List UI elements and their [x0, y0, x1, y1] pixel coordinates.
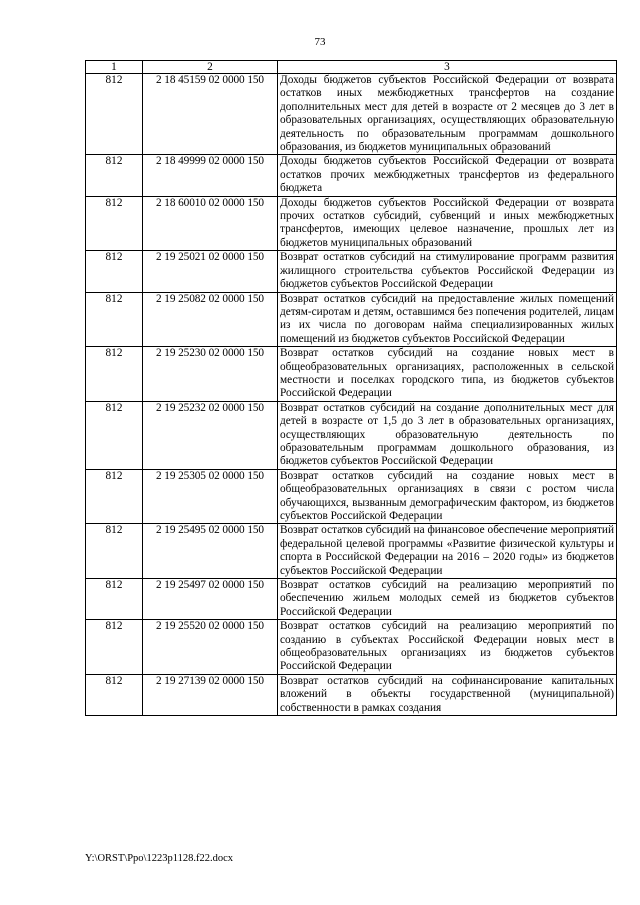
admin-code-cell: 812 — [86, 196, 143, 251]
table-row — [86, 579, 617, 620]
admin-code-cell: 812 — [86, 292, 143, 347]
admin-code-cell: 812 — [86, 401, 143, 469]
admin-code-cell: 812 — [86, 251, 143, 292]
budget-code-cell: 2 19 25232 02 0000 150 — [143, 401, 278, 469]
admin-code-cell: 812 — [86, 74, 143, 155]
budget-code-cell: 2 19 25082 02 0000 150 — [143, 292, 278, 347]
budget-code-cell: 2 19 25495 02 0000 150 — [143, 524, 278, 579]
budget-codes-table — [85, 60, 617, 716]
admin-code-cell: 812 — [86, 347, 143, 402]
description-cell: Возврат остатков субсидий на создание новых мест в общеобразовательных организациях в связи с ростом числа обучающихся, вызванным демографическим фактором, из бюджетов субъектов Российской Федерации — [278, 469, 617, 524]
admin-code-cell: 812 — [86, 469, 143, 524]
budget-code-cell: 2 18 60010 02 0000 150 — [143, 196, 278, 251]
table-body — [86, 74, 617, 716]
description-cell: Возврат остатков субсидий на реализацию мероприятий по обеспечению жильем молодых семей из бюджетов субъектов Российской Федерации — [278, 579, 617, 620]
budget-code-cell: 2 19 25230 02 0000 150 — [143, 347, 278, 402]
budget-code-cell: 2 19 25497 02 0000 150 — [143, 579, 278, 620]
description-cell: Возврат остатков субсидий на создание дополнительных мест для детей в возрасте от 1,5 до 3 лет в образовательных организациях, осуществляющих образовательную деятельность по образовательным программам дошкольного образования, из бюджетов субъектов Российской Федерации — [278, 401, 617, 469]
description-cell: Возврат остатков субсидий на предоставление жилых помещений детям-сиротам и детям, оставшимся без попечения родителей, лицам из их числа по договорам найма специализированных жилых помещений из бюджетов субъектов Российской Федерации — [278, 292, 617, 347]
description-cell: Возврат остатков субсидий на создание новых мест в общеобразовательных организациях, расположенных в сельской местности и поселках городского типа, из бюджетов субъектов Российской Федерации — [278, 347, 617, 402]
description-cell: Доходы бюджетов субъектов Российской Федерации от возврата прочих остатков субсидий, субвенций и иных межбюджетных трансфертов, имеющих целевое назначение, прошлых лет из бюджетов муниципальных образований — [278, 196, 617, 251]
header-row — [86, 61, 617, 74]
table-row — [86, 347, 617, 402]
table-row — [86, 251, 617, 292]
column-header-3: 3 — [278, 61, 617, 74]
budget-code-cell: 2 18 45159 02 0000 150 — [143, 74, 278, 155]
budget-code-cell: 2 19 25021 02 0000 150 — [143, 251, 278, 292]
description-cell: Доходы бюджетов субъектов Российской Федерации от возврата остатков иных межбюджетных трансфертов на создание дополнительных мест для детей в возрасте от 2 месяцев до 3 лет в образовательных организациях, осуществляющих образовательную деятельность по образовательным программам дошкольного образования, из бюджетов муниципальных образований — [278, 74, 617, 155]
description-cell: Возврат остатков субсидий на реализацию мероприятий по созданию в субъектах Российской Федерации новых мест в общеобразовательных организациях из бюджетов субъектов Российской Федерации — [278, 620, 617, 675]
table-row — [86, 620, 617, 675]
table-row — [86, 74, 617, 155]
admin-code-cell: 812 — [86, 620, 143, 675]
budget-code-cell: 2 18 49999 02 0000 150 — [143, 155, 278, 196]
page-number: 73 — [314, 36, 326, 48]
table-row — [86, 155, 617, 196]
table-row — [86, 674, 617, 715]
table-row — [86, 524, 617, 579]
budget-code-cell: 2 19 25520 02 0000 150 — [143, 620, 278, 675]
column-header-1: 1 — [86, 61, 143, 74]
admin-code-cell: 812 — [86, 155, 143, 196]
budget-code-cell: 2 19 25305 02 0000 150 — [143, 469, 278, 524]
table-row — [86, 401, 617, 469]
table-row — [86, 292, 617, 347]
description-cell: Возврат остатков субсидий на софинансирование капитальных вложений в объекты государственной (муниципальной) собственности в рамках создания — [278, 674, 617, 715]
budget-code-cell: 2 19 27139 02 0000 150 — [143, 674, 278, 715]
description-cell: Возврат остатков субсидий на стимулирование программ развития жилищного строительства субъектов Российской Федерации из бюджетов субъектов Российской Федерации — [278, 251, 617, 292]
table-header — [86, 61, 617, 74]
admin-code-cell: 812 — [86, 524, 143, 579]
table-row — [86, 196, 617, 251]
footer-file-path: Y:\ORST\Ppo\1223p1128.f22.docx — [85, 853, 233, 864]
table-row — [86, 469, 617, 524]
description-cell: Доходы бюджетов субъектов Российской Федерации от возврата остатков прочих межбюджетных трансфертов из федерального бюджета — [278, 155, 617, 196]
admin-code-cell: 812 — [86, 579, 143, 620]
column-header-2: 2 — [143, 61, 278, 74]
description-cell: Возврат остатков субсидий на финансовое обеспечение мероприятий федеральной целевой программы «Развитие физической культуры и спорта в Российской Федерации на 2016 – 2020 годы» из бюджетов субъектов Российской Федерации — [278, 524, 617, 579]
admin-code-cell: 812 — [86, 674, 143, 715]
